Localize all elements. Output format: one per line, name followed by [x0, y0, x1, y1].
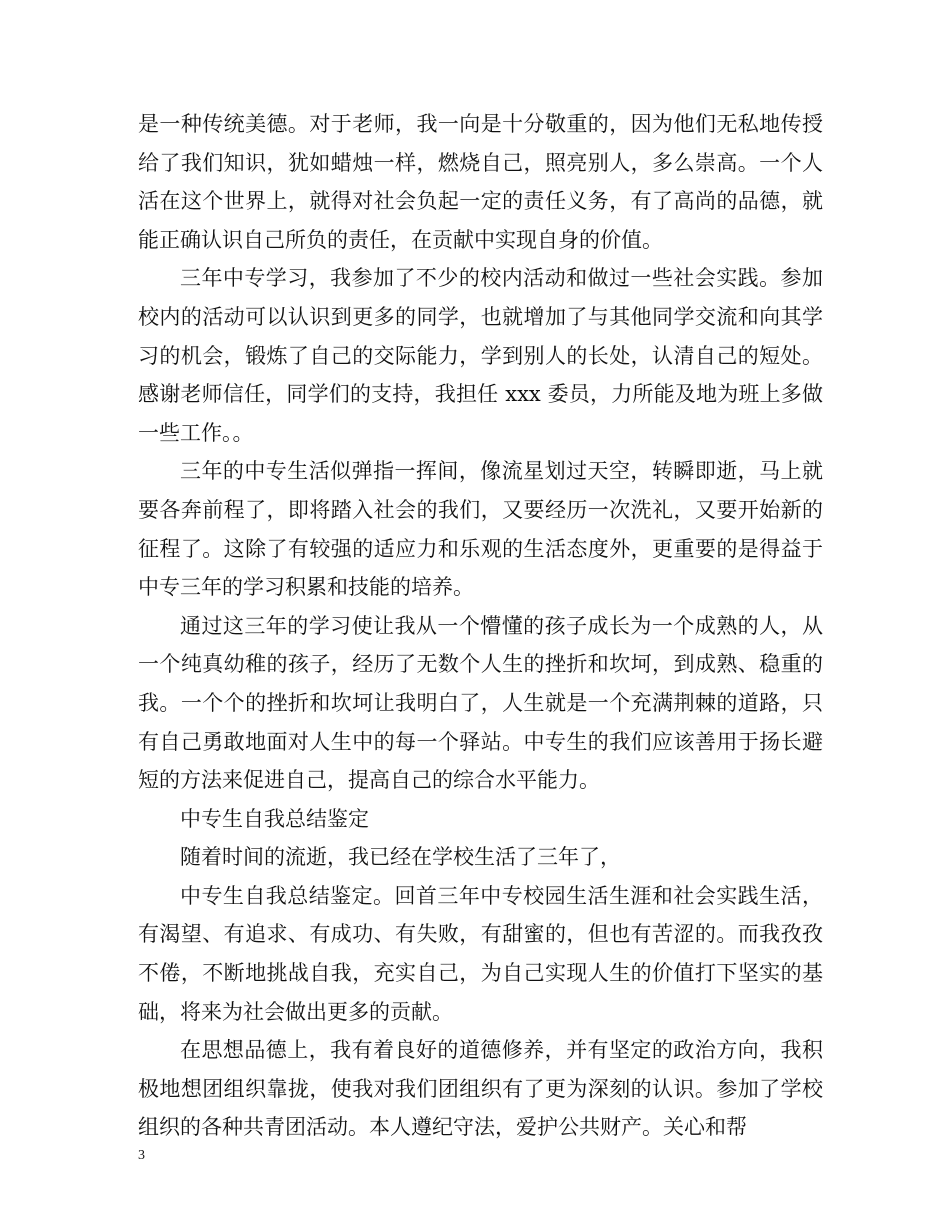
body-text: [138, 105, 823, 1147]
paragraph-6: 随着时间的流逝，我已经在学校生活了三年了，: [180, 845, 621, 870]
section-heading: 中专生自我总结鉴定: [180, 806, 369, 831]
paragraph-4: 通过这三年的学习使让我从一个懵懂的孩子成长为一个成熟的人，从一个纯真幼稚的孩子，经历了无数个人生的挫折和坎坷，到成熟、稳重的我。一个个的挫折和坎坷让我明白了，人生就是一个充满荆棘的道路，只有自己勇敢地面对人生中的每一个驿站。中专生的我们应该善用于扬长避短的方法来促进自己，提高自己的综合水平能力。: [138, 613, 823, 793]
page-number: 3: [138, 1148, 145, 1163]
paragraph-7: 中专生自我总结鉴定。回首三年中专校园生活生涯和社会实践生活，有渴望、有追求、有成功、有失败，有甜蜜的，但也有苦涩的。而我孜孜不倦，不断地挑战自我，充实自己，为自己实现人生的价值打下坚实的基础，将来为社会做出更多的贡献。: [138, 883, 823, 1024]
paragraph-1: 是一种传统美德。对于老师，我一向是十分敬重的，因为他们无私地传授给了我们知识，犹如蜡烛一样，燃烧自己，照亮别人，多么崇高。一个人活在这个世界上，就得对社会负起一定的责任义务，有了高尚的品德，就能正确认识自己所负的责任，在贡献中实现自身的价值。: [138, 112, 823, 252]
paragraph-2: 三年中专学习，我参加了不少的校内活动和做过一些社会实践。参加校内的活动可以认识到更多的同学，也就增加了与其他同学交流和向其学习的机会，锻炼了自己的交际能力，学到别人的长处，认清自己的短处。感谢老师信任，同学们的支持，我担任 xxx 委员，力所能及地为班上多做一些工作。。: [138, 266, 823, 445]
paragraph-8: 在思想品德上，我有着良好的道德修养，并有坚定的政治方向，我积极地想团组织靠拢，使我对我们团组织有了更为深刻的认识。参加了学校组织的各种共青团活动。本人遵纪守法，爱护公共财产。关心和帮: [138, 1038, 823, 1140]
paragraph-3: 三年的中专生活似弹指一挥间，像流星划过天空，转瞬即逝，马上就要各奔前程了，即将踏入社会的我们，又要经历一次洗礼，又要开始新的征程了。这除了有较强的适应力和乐观的生活态度外，更重要的是得益于中专三年的学习积累和技能的培养。: [138, 459, 823, 600]
